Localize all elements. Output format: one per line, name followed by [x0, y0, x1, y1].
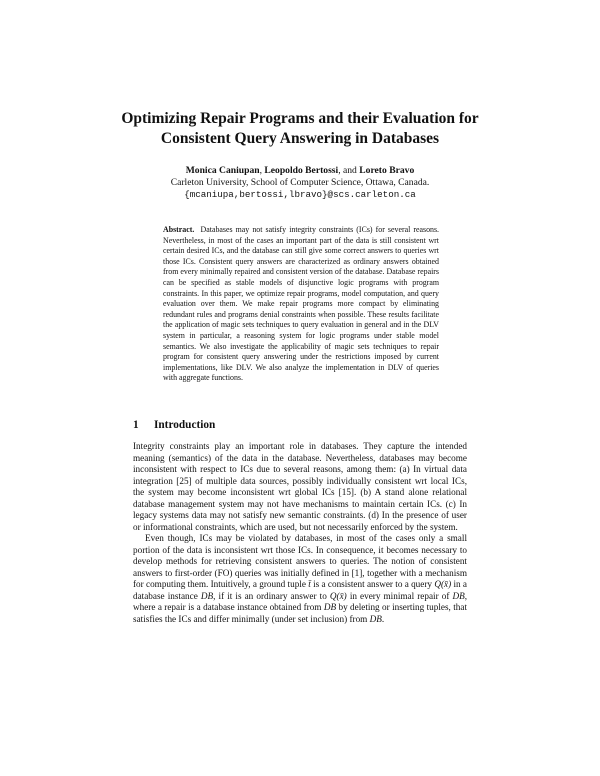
math-inline: DB	[200, 590, 214, 601]
text-run: , if it is an ordinary answer to	[213, 590, 330, 601]
author-separator: ,	[259, 165, 265, 176]
author-line	[100, 165, 500, 177]
text-run: , where a repair is a database instance obtained from	[133, 590, 468, 612]
abstract	[163, 225, 439, 384]
author-block	[100, 165, 500, 201]
math-inline: Q(x̄)	[434, 579, 452, 589]
paper-title: Optimizing Repair Programs and their Evaluation for Consistent Query Answering in Databases	[121, 110, 479, 147]
math-inline: t̄	[308, 579, 311, 589]
text-run: in every minimal repair of	[346, 590, 453, 601]
text-run: .	[381, 613, 385, 624]
math-inline: DB	[369, 613, 382, 624]
text-run: in a database instance	[133, 579, 467, 601]
section-title: Introduction	[154, 419, 216, 431]
section-number: 1	[133, 419, 139, 431]
math-inline: DB	[452, 590, 465, 601]
paragraph-1: Integrity constraints play an important role in databases. They capture the intended meaning (semantics) of the data in the database. Nevertheless, databases may become inconsistent with respect to ICs due to several reasons, among them: (a) In virtual data integration [25] of multiple data sources, possibly individually consistent wrt local ICs, the system may become inconsistent wrt global ICs [15]. (b) A stand alone relational database management system may not have mechanisms to maintain certain ICs. (c) In legacy systems data may not satisfy new semantic constraints. (d) In the presence of user or informational constraints, which are used, but not necessarily enforced by the system.	[133, 441, 467, 532]
author-name: Monica Caniupan	[185, 165, 260, 176]
text-run: by deleting or inserting tuples, that satisfies the ICs and differ minimally (under set inclusion) from	[133, 602, 468, 624]
author-emails: {mcaniupa,bertossi,lbravo}@scs.carleton.ca	[184, 189, 416, 200]
abstract-label: Abstract.	[163, 225, 195, 234]
abstract-text: Databases may not satisfy integrity constraints (ICs) for several reasons. Nevertheless, in most of the cases an important part of the data is still consistent wrt certain desired ICs, and the database can still give some correct answers to queries wrt those ICs. Consistent query answers are characterized as ordinary answers obtained from every minimally repaired and consistent version of the database. Database repairs can be specified as stable models of disjunctive logic programs with program constraints. In this paper, we optimize repair programs, model computation, and query evaluation over them. We make repair programs more compact by eliminating redundant rules and programs denial constraints when possible. These results facilitate the application of magic sets techniques to query evaluation in general and in the DLV system in particular, a reasoning system for logic programs under stable model semantics. We also investigate the applicability of magic sets techniques to repair program for consistent query answering under the restrictions imposed by current implementations, like DLV. We also analyze the implementation in DLV of queries with aggregate functions.	[163, 225, 439, 383]
section-body	[133, 441, 467, 625]
math-inline: DB	[323, 602, 337, 612]
author-name: Loreto Bravo	[359, 165, 415, 176]
section-heading	[133, 418, 215, 432]
text-run: Even though, ICs may be violated by databases, in most of the cases only a small portion of the data is inconsistent wrt those ICs. In consequence, it becomes necessary to develop methods for retrieving consistent answers to queries. The notion of consistent answers to first-order (FO) queries was initially defined in [1], together with a mechanism for computing them. Intuitively, a ground tuple	[133, 533, 467, 589]
math-inline: Q(x̄)	[329, 590, 347, 601]
text-run: is a consistent answer to a query	[310, 579, 435, 589]
author-separator: , and	[338, 165, 360, 176]
affiliation: Carleton University, School of Computer Science, Ottawa, Canada.	[170, 177, 430, 188]
paragraph-2	[133, 533, 467, 625]
author-name: Leopoldo Bertossi	[264, 165, 339, 176]
